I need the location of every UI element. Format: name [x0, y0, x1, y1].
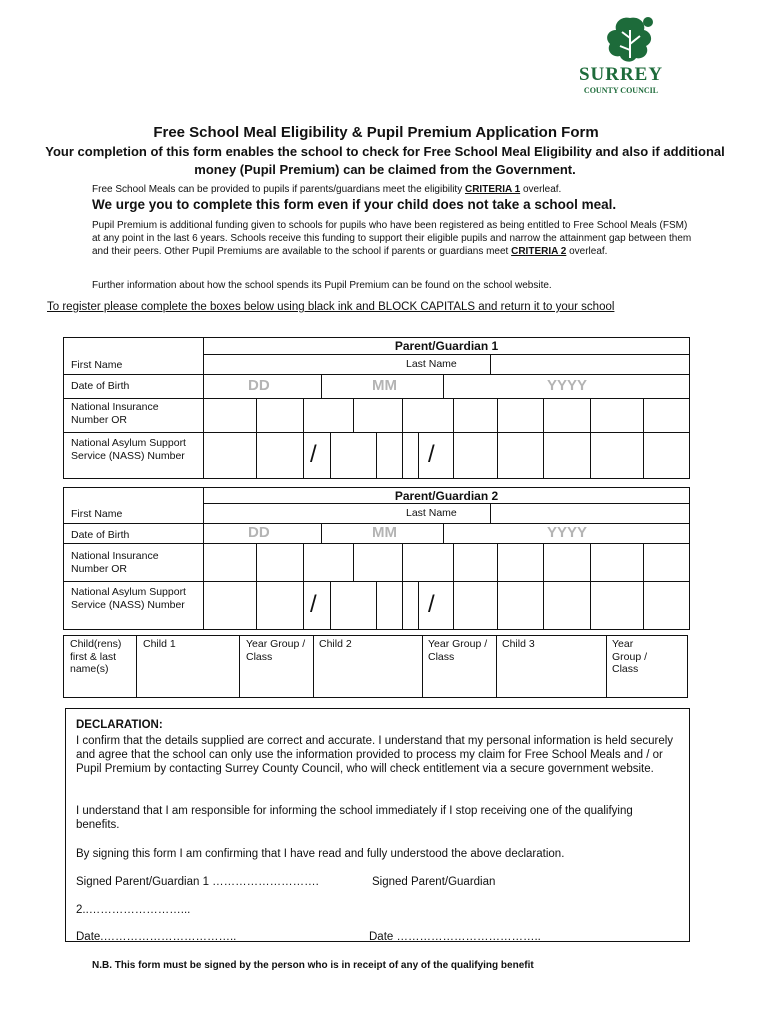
fsm-info — [92, 183, 712, 196]
dob-label: Date of Birth — [71, 380, 130, 392]
children-section — [63, 635, 690, 698]
declaration-paragraph-3: By signing this form I am confirming that I have read and fully understood the above declaration. — [76, 848, 565, 860]
date-2-line[interactable]: Date ……………………………….. — [369, 931, 541, 943]
page-subtitle: Your completion of this form enables the school to check for Free School Meal Eligibility and also if additional money (Pupil Premium) can be claimed from the Government. — [45, 144, 725, 177]
criteria-2-link: CRITERIA 2 — [511, 246, 567, 257]
declaration-box — [65, 708, 690, 942]
guardian-2-section — [63, 487, 690, 630]
dob-yyyy-placeholder[interactable]: YYYY — [547, 377, 588, 394]
year-group-2-label[interactable]: Year Group / Class — [428, 638, 488, 663]
page-title: Free School Meal Eligibility & Pupil Premium Application Form — [153, 124, 599, 141]
further-info: Further information about how the school spends its Pupil Premium can be found on the school website. — [92, 280, 552, 291]
logo-name: SURREY — [578, 64, 664, 85]
child-1-label[interactable]: Child 1 — [143, 638, 176, 650]
last-name-label: Last Name — [406, 358, 457, 370]
children-label: Child(rens) first & last name(s) — [70, 638, 122, 675]
last-name-label: Last Name — [406, 507, 457, 519]
declaration-paragraph-1: I confirm that the details supplied are correct and accurate. I understand that my personal information is held securely and agree that the school can only use the information provided to process my claim for Free School Meals and / or Pupil Premium by contacting Surrey County Council, who will check entitlement via a secure government website. — [76, 735, 674, 775]
dob-dd-placeholder[interactable]: DD — [248, 524, 270, 541]
ni-label: National Insurance Number OR — [71, 550, 159, 575]
guardian-2-first-name-input[interactable] — [204, 504, 490, 523]
dob-label: Date of Birth — [71, 529, 130, 541]
fsm-suffix: overleaf. — [520, 184, 562, 195]
criteria-1-link: CRITERIA 1 — [464, 184, 521, 195]
signature-1-line[interactable]: Signed Parent/Guardian 1 ………………………. — [76, 876, 319, 888]
child-3-label[interactable]: Child 3 — [502, 638, 535, 650]
first-name-label: First Name — [71, 359, 123, 371]
pp-text: Pupil Premium is additional funding given to schools for pupils who have been registered as being entitled to Free School Meals (FSM) at any point in the last 6 years. Schools receive this funding to support their eligible pupils and narrow the attainment gap between them and their peers. Other Pupil Premiums are available to the school if parents or guardians meet — [92, 220, 692, 257]
signature-2-label: Signed Parent/Guardian — [372, 876, 496, 888]
dob-dd-placeholder[interactable]: DD — [248, 377, 270, 394]
footer-note: N.B. This form must be signed by the person who is in receipt of any of the qualifying benefit — [92, 960, 534, 971]
pp-info — [92, 219, 692, 258]
guardian-2-last-name-input[interactable] — [491, 504, 689, 523]
dob-yyyy-placeholder[interactable]: YYYY — [547, 524, 588, 541]
declaration-paragraph-2: I understand that I am responsible for informing the school immediately if I stop receiving one of the qualifying benefits. — [76, 805, 633, 831]
year-group-3-label[interactable]: Year Group / Class — [612, 638, 648, 675]
dob-mm-placeholder[interactable]: MM — [372, 377, 397, 394]
nass-slash-2: / — [428, 441, 435, 468]
guardian-2-heading: Parent/Guardian 2 — [394, 489, 499, 503]
nass-label: National Asylum Support Service (NASS) Number — [71, 586, 186, 611]
declaration-heading: DECLARATION: — [76, 719, 163, 731]
nass-slash-1: / — [310, 591, 317, 618]
child-2-label[interactable]: Child 2 — [319, 638, 352, 650]
guardian-2-ni-input[interactable] — [204, 544, 689, 580]
guardian-1-last-name-input[interactable] — [491, 355, 689, 373]
first-name-label: First Name — [71, 508, 123, 520]
surrey-logo — [575, 14, 685, 100]
logo-subname: COUNTY COUNCIL — [583, 86, 659, 95]
year-group-1-label[interactable]: Year Group / Class — [246, 638, 306, 663]
date-1-line[interactable]: Date.…………………………….. — [76, 931, 237, 943]
guardian-1-heading: Parent/Guardian 1 — [394, 339, 499, 353]
ni-label: National Insurance Number OR — [71, 401, 159, 426]
register-instruction: To register please complete the boxes below using black ink and BLOCK CAPITALS and return it to your school — [47, 301, 615, 313]
guardian-1-ni-input[interactable] — [204, 399, 689, 431]
guardian-1-section — [63, 337, 690, 479]
urge-text: We urge you to complete this form even if your child does not take a school meal. — [92, 197, 617, 212]
guardian-1-nass-input[interactable] — [204, 433, 689, 478]
nass-slash-1: / — [310, 441, 317, 468]
fsm-prefix: Free School Meals can be provided to pupils if parents/guardians meet the eligibility — [92, 184, 465, 195]
pp-suffix: overleaf. — [566, 246, 608, 257]
nass-slash-2: / — [428, 591, 435, 618]
guardian-2-nass-input[interactable] — [204, 582, 689, 629]
signature-2-line[interactable]: 2..……………………... — [76, 904, 191, 916]
guardian-1-first-name-input[interactable] — [204, 355, 490, 373]
dob-mm-placeholder[interactable]: MM — [372, 524, 397, 541]
oak-leaf-icon — [600, 14, 660, 66]
nass-label: National Asylum Support Service (NASS) Number — [71, 437, 186, 462]
